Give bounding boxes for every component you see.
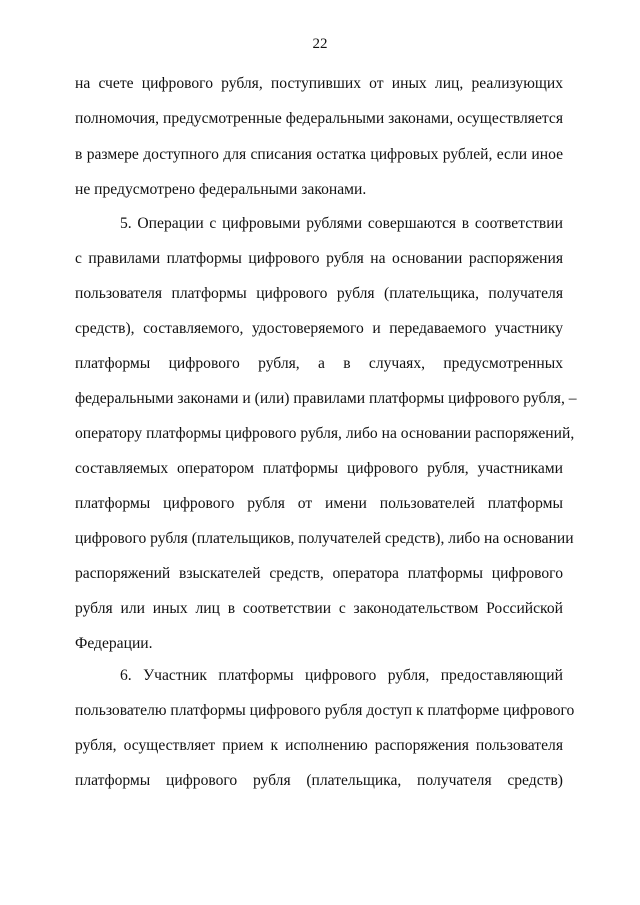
page-number: 22 bbox=[312, 36, 328, 52]
text-line: пользователя платформы цифрового рубля (плательщика, получателя bbox=[75, 285, 563, 302]
text-line: с правилами платформы цифрового рубля на основании распоряжения bbox=[75, 250, 563, 267]
text-line: распоряжений взыскателей средств, оператора платформы цифрового bbox=[75, 565, 563, 582]
paragraph-5-first-line: 5. Операции с цифровыми рублями совершаются в соответствии bbox=[120, 215, 563, 232]
text-line: средств), составляемого, удостоверяемого и передаваемого участнику bbox=[75, 320, 563, 337]
text-line: на счете цифрового рубля, поступивших от иных лиц, реализующих bbox=[75, 75, 563, 92]
text-line: пользователю платформы цифрового рубля доступ к платформе цифрового bbox=[75, 702, 575, 719]
text-line: Федерации. bbox=[75, 635, 153, 652]
text-line: рубля или иных лиц в соответствии с законодательством Российской bbox=[75, 600, 563, 617]
text-line: составляемых оператором платформы цифрового рубля, участниками bbox=[75, 460, 563, 477]
paragraph-6-first-line: 6. Участник платформы цифрового рубля, предоставляющий bbox=[120, 667, 563, 684]
text-line: федеральными законами и (или) правилами платформы цифрового рубля, – bbox=[75, 390, 577, 407]
text-line: в размере доступного для списания остатка цифровых рублей, если иное bbox=[75, 146, 563, 163]
text-line: рубля, осуществляет прием к исполнению распоряжения пользователя bbox=[75, 737, 563, 754]
text-line: цифрового рубля (плательщиков, получателей средств), либо на основании bbox=[75, 530, 574, 547]
text-line: платформы цифрового рубля от имени пользователей платформы bbox=[75, 495, 563, 512]
text-line: платформы цифрового рубля, а в случаях, предусмотренных bbox=[75, 355, 563, 372]
text-line: оператору платформы цифрового рубля, либо на основании распоряжений, bbox=[75, 425, 575, 442]
text-line: полномочия, предусмотренные федеральными законами, осуществляется bbox=[75, 110, 563, 127]
text-line: платформы цифрового рубля (плательщика, получателя средств) bbox=[75, 772, 563, 789]
text-line: не предусмотрено федеральными законами. bbox=[75, 181, 367, 198]
